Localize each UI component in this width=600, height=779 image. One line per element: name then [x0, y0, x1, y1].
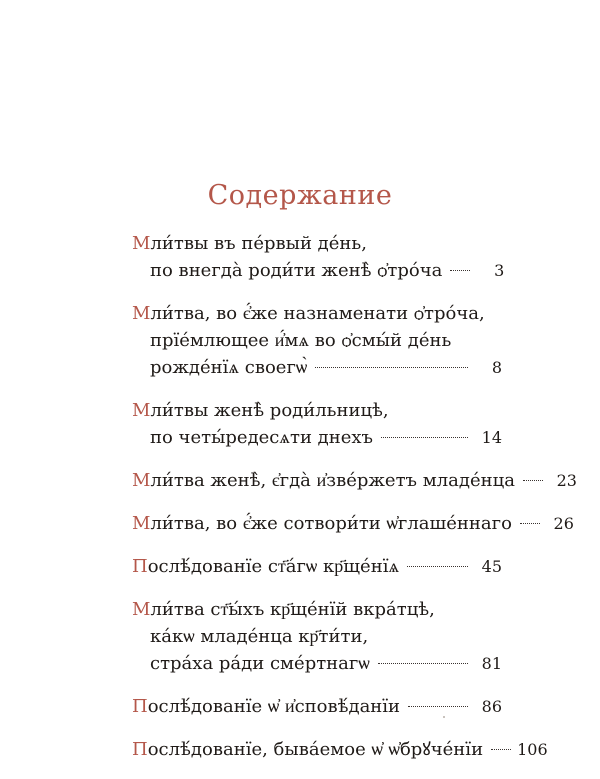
page-number: 26: [553, 514, 574, 533]
toc-entry[interactable]: [132, 596, 502, 677]
dot-leader: [378, 663, 468, 664]
page-number: 8: [491, 358, 502, 377]
dot-leader: [408, 706, 468, 707]
page-number: 81: [481, 654, 502, 673]
initial-letter: М: [132, 513, 151, 534]
entry-title-line: по внегда̀ роди́ти женѣ̀ ѻ҆тро́ча: [150, 260, 443, 281]
page-number: 23: [556, 471, 577, 490]
initial-letter: М: [132, 303, 151, 324]
toc-entry[interactable]: [132, 467, 577, 494]
toc-entry[interactable]: [132, 510, 574, 537]
dot-leader: [407, 566, 468, 567]
entry-title-line: ослѣ́дованїе ѡ҆ и҆сповѣ́данїи: [147, 696, 401, 717]
toc-list: [132, 230, 577, 779]
initial-letter: М: [132, 599, 151, 620]
entry-title-line: по четы́редесѧти днехъ: [150, 427, 374, 448]
initial-letter: М: [132, 400, 151, 421]
toc-entry[interactable]: [132, 693, 502, 720]
page-title: Содержание: [207, 180, 393, 211]
initial-letter: М: [132, 233, 151, 254]
dot-leader: [315, 367, 468, 368]
page-speck: [443, 716, 445, 718]
initial-letter: П: [132, 739, 148, 760]
initial-letter: П: [132, 696, 148, 717]
toc-entry[interactable]: [132, 300, 502, 381]
page-number: 106: [517, 740, 548, 759]
page-number: 86: [481, 697, 502, 716]
entry-title-line: ослѣ́дованїе ст҃а́гѡ кр҃ще́нїѧ: [147, 556, 400, 577]
toc-entry[interactable]: [132, 553, 502, 580]
dot-leader: [520, 523, 540, 524]
initial-letter: М: [132, 470, 151, 491]
dot-leader: [523, 480, 543, 481]
page-number: 45: [481, 557, 502, 576]
entry-title-line: ли́тва ст҃ы́хъ кр҃ще́нїй вкра́тцѣ,: [150, 599, 435, 620]
page-number: 14: [481, 428, 502, 447]
initial-letter: П: [132, 556, 148, 577]
toc-entry[interactable]: [132, 230, 505, 284]
entry-title-line: ли́тва, во є҆́же назнаменати ѻ҆тро́ча,: [150, 303, 485, 324]
dot-leader: [450, 270, 470, 271]
dot-leader: [381, 437, 468, 438]
entry-title-line: ли́тва женѣ̀, є҆гда̀ и҆зве́ржетъ младе́нца: [150, 470, 515, 491]
entry-title-line: ли́твы женѣ̀ роди́льницѣ,: [150, 400, 389, 421]
entry-title-line: рожде́нїѧ своегѡ̀: [150, 357, 308, 378]
entry-title-line: ослѣ́дованїе, быва́емое ѡ҆ ѡ҆брꙋче́нїи: [147, 739, 484, 760]
entry-title-line: ка́кѡ младе́нца кр҃ти́ти,: [150, 626, 369, 647]
toc-entry[interactable]: [132, 397, 502, 451]
entry-title-line: стра́ха ра́ди сме́ртнагѡ: [150, 653, 370, 674]
entry-title-line: прїе́млющее и҆́мѧ во ѻ҆смы́й де́нь: [150, 330, 452, 351]
entry-title-line: ли́твы въ пе́рвый де́нь,: [150, 233, 367, 254]
entry-title-line: ли́тва, во є҆́же сотвори́ти ѡ҆глаше́ннаго: [150, 513, 512, 534]
page-number: 3: [494, 261, 505, 280]
